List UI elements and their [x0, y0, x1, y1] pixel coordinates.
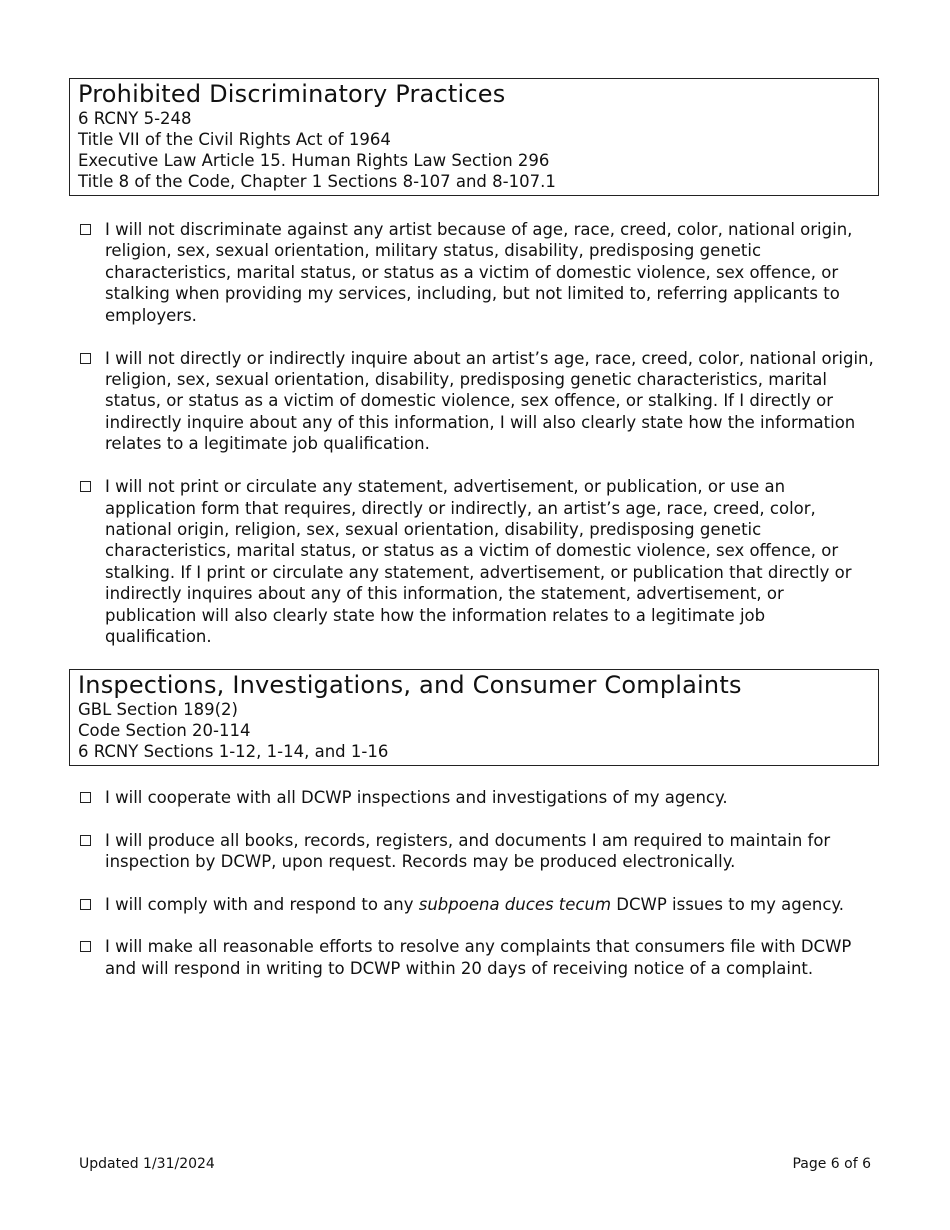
checklist-item [80, 348, 875, 455]
checklist-item [80, 787, 875, 808]
checklist-item-text: I will produce all books, records, registers, and documents I am required to maintain for inspection by DCWP, upon request. Records may be produced electronically. [105, 830, 831, 871]
checklist-item-text: I will make all reasonable efforts to resolve any complaints that consumers file with DCWP and will respond in writing to DCWP within 20 days of receiving notice of a complaint. [105, 937, 852, 978]
citation-line: Executive Law Article 15. Human Rights Law Section 296 [78, 151, 550, 170]
footer-updated-date: Updated 1/31/2024 [79, 1156, 215, 1172]
checklist-item [80, 894, 875, 915]
citation-line: Code Section 20-114 [78, 721, 251, 740]
citation-line: GBL Section 189(2) [78, 700, 238, 719]
item-text-before: I will comply with and respond to any [105, 894, 419, 914]
section-header-inspections [69, 669, 879, 766]
checkbox[interactable] [80, 224, 91, 235]
checklist-item [80, 476, 875, 647]
item-text-emphasis: subpoena duces tecum [418, 894, 612, 914]
section-title: Prohibited Discriminatory Practices [78, 80, 506, 108]
checklist-item-text: I will not directly or indirectly inquire about an artist’s age, race, creed, color, national origin, religion, sex, sexual orientation, disability, predisposing genetic characteristics, marital status, or status as a victim of domestic violence, sex offence, or stalking. If I directly or indirectly inquire about any of this information, I will also clearly state how the information relates to a legitimate job qualification. [105, 348, 874, 454]
checklist-item [80, 936, 875, 979]
checkbox[interactable] [80, 481, 91, 492]
citation-line: Title 8 of the Code, Chapter 1 Sections 8-107 and 8-107.1 [78, 172, 556, 191]
checkbox[interactable] [80, 353, 91, 364]
checkbox[interactable] [80, 792, 91, 803]
checklist-prohibited-practices [80, 219, 875, 669]
checklist-item [80, 830, 875, 873]
item-text-after: DCWP issues to my agency. [611, 894, 845, 914]
section-header-prohibited-practices [69, 78, 879, 196]
checklist-item [80, 219, 875, 326]
checklist-item-text [105, 894, 875, 915]
checkbox[interactable] [80, 835, 91, 846]
footer-page-number: Page 6 of 6 [792, 1156, 871, 1172]
citation-line: 6 RCNY Sections 1-12, 1-14, and 1-16 [78, 742, 389, 761]
section-title: Inspections, Investigations, and Consumer Complaints [78, 671, 742, 699]
checkbox[interactable] [80, 899, 91, 910]
checklist-item-text: I will not discriminate against any artist because of age, race, creed, color, national origin, religion, sex, sexual orientation, military status, disability, predisposing genetic characteristics, marital status, or status as a victim of domestic violence, sex offence, or stalking when providing my services, including, but not limited to, referring applicants to employers. [105, 220, 853, 325]
checklist-item-text: I will cooperate with all DCWP inspections and investigations of my agency. [105, 788, 728, 807]
citation-line: 6 RCNY 5-248 [78, 109, 192, 128]
citation-line: Title VII of the Civil Rights Act of 1964 [78, 130, 391, 149]
checklist-item-text: I will not print or circulate any statement, advertisement, or publication, or use an application form that requires, directly or indirectly, an artist’s age, race, creed, color, national origin, religion, sex, sexual orientation, disability, predisposing genetic characteristics, marital status, or status as a victim of domestic violence, sex offence, or stalking. If I print or circulate any statement, advertisement, or publication that directly or indirectly inquires about any of this information, the statement, advertisement, or publication will also clearly state how the information relates to a legitimate job qualification. [105, 477, 852, 647]
checkbox[interactable] [80, 941, 91, 952]
checklist-inspections [80, 787, 875, 1000]
